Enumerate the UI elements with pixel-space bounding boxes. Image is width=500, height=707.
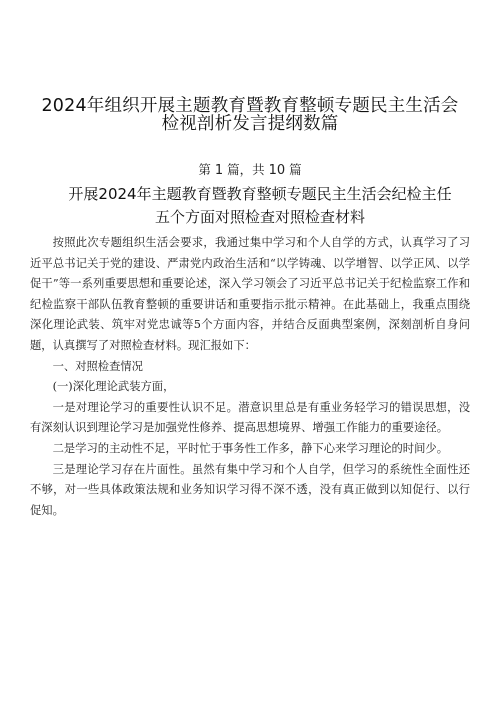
doc-title-line1: 开展2024年主题教育暨教育整顿专题民主生活会纪检主任 — [68, 185, 452, 203]
chapter-prefix: 第 — [198, 162, 211, 177]
paragraph-point-3: 三是理论学习存在片面性。虽然有集中学习和个人自学，但学习的系统性全面性还不够，对一些具体政策法规和业务知识学习得不深不透，没有真正做到以知促行、以行促知。 — [30, 462, 470, 517]
main-title-line2: 检视剖析发言提纲数篇 — [161, 114, 339, 134]
paragraph-point-2: 二是学习的主动性不足，平时忙于事务性工作多，静下心来学习理论的时间少。 — [52, 441, 448, 455]
chapter-suffix: 篇 — [289, 162, 302, 177]
paragraph-point-1: 一是对理论学习的重要性认识不足。潜意识里总是有重业务轻学习的错误思想，没有深刻认识到理论学习是加强党性修养、提高思想境界、增强工作能力的重要途径。 — [30, 400, 470, 435]
paragraph-intro: 按照此次专题组织生活会要求，我通过集中学习和个人自学的方式，认真学习了习近平总书记关于党的建设、严肃党内政治生活和“以学铸魂、以学增智、以学正风、以学促干”等一系列重要思想和重要论述，深入学习领会了习近平总书记关于纪检监察工作和纪检监察干部队伍教育整顿的重要讲话和重要指示批示精神。在此基础上，我重点围绕深化理论武装、筑牢对党忠诚等5个方面内容，并结合反面典型案例，深刻剖析自身问题，认真撰写了对照检查材料。现汇报如下： — [30, 236, 470, 352]
chapter-number: 1 — [214, 163, 224, 178]
chapter-indicator — [0, 160, 500, 178]
chapter-middle: 篇，共 — [227, 162, 265, 177]
chapter-total: 10 — [268, 163, 286, 178]
main-title-line1: 2024年组织开展主题教育暨教育整顿专题民主生活会 — [41, 96, 459, 116]
doc-title-line2: 五个方面对照检查对照检查材料 — [154, 208, 365, 226]
section-heading: 一、对照检查情况 — [52, 359, 143, 373]
body-text — [30, 233, 470, 521]
subsection-heading: (一)深化理论武装方面， — [52, 380, 175, 394]
